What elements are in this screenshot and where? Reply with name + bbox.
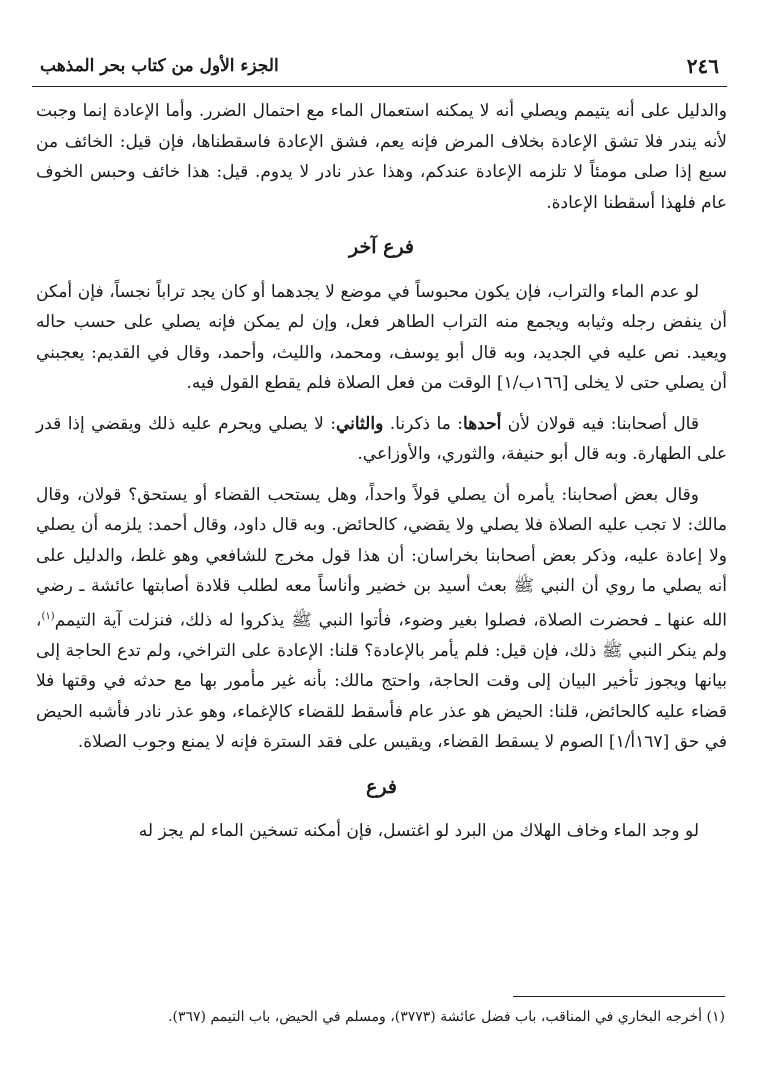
- paragraph: لو وجد الماء وخاف الهلاك من البرد لو اغتسل، فإن أمكنه تسخين الماء لم يجز له: [138, 821, 699, 842]
- running-header: [32, 52, 727, 84]
- footnote-number: (١): [706, 1009, 725, 1025]
- footnote-rule: [513, 996, 725, 997]
- header-rule: [32, 86, 727, 87]
- running-title: الجزء الأول من كتاب بحر المذهب: [40, 56, 279, 76]
- bold-term: والثاني: [335, 413, 384, 434]
- footnote-ref: (١): [41, 610, 55, 622]
- section-heading: فرع آخر: [348, 236, 415, 258]
- paragraph: والدليل على أنه يتيمم ويصلي أنه لا يمكنه استعمال الماء مع احتمال الضرر. وأما الإعادة إنما وجبت لأنه يندر فلا تشق الإعادة بخلاف المرض فإنه يعم، فشق الإعادة فاسقطناها، فإن قيل: الخائف من سبع إذا صلى مومئاً لا تلزمه الإعادة عندكم، وهذا عذر نادر لا يدوم. قيل: هذا خائف وحبس الخوف عام فلهذا أسقطنا الإعادة.: [36, 101, 727, 213]
- footnote-text: أخرجه البخاري في المناقب، باب فضل عائشة (٣٧٧٣)، ومسلم في الحيض، باب التيمم (٣٦٧).: [168, 1009, 703, 1025]
- paragraph: قال أصحابنا: فيه قولان لأن أحدها: ما ذكرنا. والثاني: لا يصلي ويحرم عليه ذلك ويقضي إذا قدر على الطهارة. وبه قال أبو حنيفة، والثوري، والأوزاعي.: [36, 413, 727, 464]
- bold-term: أحدها: [463, 413, 502, 434]
- section-heading: فرع: [366, 775, 397, 798]
- page-number: ٢٤٦: [686, 54, 719, 78]
- main-text: [36, 96, 727, 847]
- footnote: [36, 1006, 725, 1028]
- paragraph: لو عدم الماء والتراب، فإن يكون محبوساً في موضع لا يجدهما أو كان يجد تراباً نجساً، فإن أمكن أن ينفض رجله وثيابه ويجمع منه التراب الطاهر فعل، وإن لم يمكن فإنه يصلي على حسب حاله ويعيد. نص عليه في الجديد، وبه قال أبو يوسف، ومحمد، والليث، وأحمد، وقال في القديم: يعجبني أن يصلي حتى لا يخلى [١٦٦ب/١] الوقت من فعل الصلاة فلم يقطع القول فيه.: [36, 281, 727, 393]
- paragraph: وقال بعض أصحابنا: يأمره أن يصلي قولاً واحداً، وهل يستحب القضاء أو يستحق؟ قولان، وقال مالك: لا تجب عليه الصلاة فلا يصلي ولا يقضي، كالحائض. وبه قال داود، وقال أحمد: يلزمه أن يصلي ولا إعادة عليه، وذكر بعض أصحابنا بخراسان: أن هذا قول مخرج للشافعي وهو غلط، والدليل على أنه يصلي ما روي أن النبي ﷺ بعث أسيد بن خضير وأناساً معه لطلب قلادة أصابتها عائشة ـ رضي الله عنها ـ فحضرت الصلاة، فصلوا بغير وضوء، فأتوا النبي ﷺ يذكروا له ذلك، فنزلت آية التيمم$^{(١)}$، ولم ينكر النبي ﷺ ذلك، فإن قيل: فلم يأمر بالإعادة؟ قلنا: الإعادة على التراخي، ولم تدع الحاجة إلى بيانها ويجوز تأخير البيان إلى وقت الحاجة، واحتج مالك: بأنه غير مأمور بها مع حدثه في وقتها فلا قضاء عليه كالحائض، قلنا: الحيض هو عذر عام فأسقط للقضاء كالإغماء، وهو عذر نادر فأشبه الحيض في حق [١٦٧أ/١] الصوم لا يسقط القضاء، ويقيس على فقد السترة فإنه لا يمنع وجوب الصلاة.: [36, 484, 727, 753]
